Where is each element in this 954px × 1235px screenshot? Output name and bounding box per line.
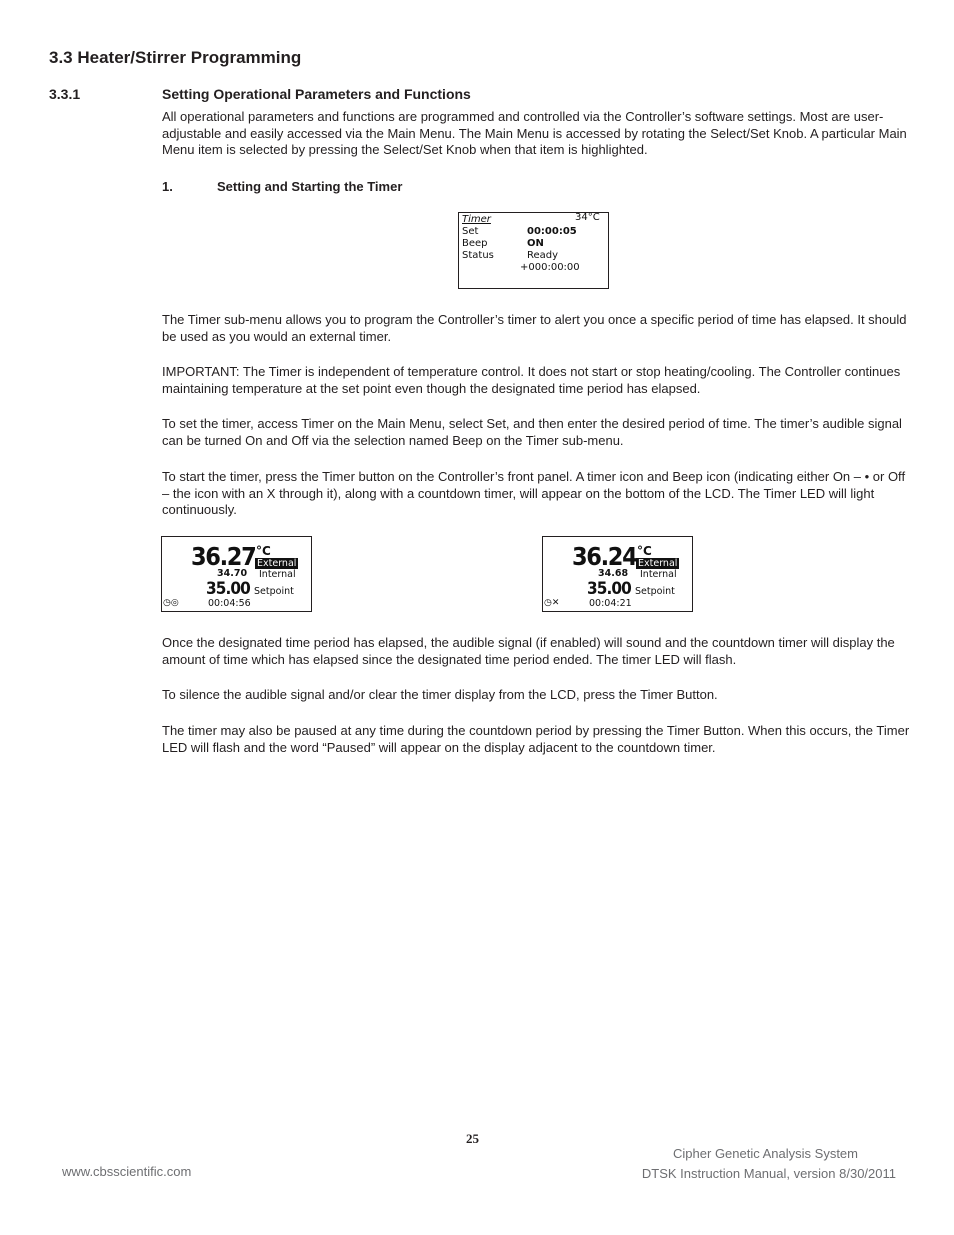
- countdown-timer: 00:04:56: [208, 598, 251, 609]
- item-number: 1.: [162, 179, 173, 194]
- paragraph-6: To silence the audible signal and/or clear the timer display from the LCD, press the Timer Button.: [162, 687, 718, 702]
- item-title: Setting and Starting the Timer: [217, 179, 403, 194]
- main-temp: 36.24: [572, 542, 637, 571]
- paragraph-1: The Timer sub-menu allows you to program the Controller’s timer to alert you once a specific period of time has elapsed. It should be used as you would an external timer.: [162, 312, 907, 344]
- intro-paragraph: All operational parameters and functions are programmed and controlled via the Controller’s software settings. Most are user-adjustable and easily accessed via the Main Menu. The Main Menu is accessed by rotating the Select/Set Knob. A particular Main Menu item is selected by pressing the Select/Set Knob when that item is highlighted.: [162, 109, 907, 157]
- temp-lcd-screen-beep-off: [542, 536, 693, 612]
- page-number: 25: [466, 1131, 479, 1146]
- setpoint-temp: 35.00: [206, 579, 250, 599]
- temp-unit: °C: [256, 544, 271, 558]
- internal-temp: 34.70: [217, 568, 248, 579]
- internal-label: Internal: [640, 569, 677, 580]
- main-temp: 36.27: [191, 542, 256, 571]
- timer-screen-title: Timer: [462, 214, 491, 225]
- section-title: 3.3 Heater/Stirrer Programming: [49, 48, 302, 67]
- setpoint-label: Setpoint: [635, 586, 675, 597]
- footer-website: www.cbsscientific.com: [62, 1164, 192, 1179]
- setpoint-label: Setpoint: [254, 586, 294, 597]
- timer-lcd-screen: [458, 212, 609, 289]
- setpoint-temp: 35.00: [587, 579, 631, 599]
- paragraph-5: Once the designated time period has elapsed, the audible signal (if enabled) will sound and the countdown timer will display the amount of time which has elapsed since the designated time period ended. The timer LED will flash.: [162, 635, 895, 667]
- timer-beep-off-icon: ◷✕: [544, 598, 560, 608]
- paragraph-3: To set the timer, access Timer on the Main Menu, select Set, and then enter the desired period of time. The timer’s audible signal can be turned On and Off via the selection named Beep on the Timer sub-menu.: [162, 416, 902, 448]
- beep-value: ON: [527, 238, 544, 249]
- temp-unit: °C: [637, 544, 652, 558]
- external-label: External: [257, 558, 297, 569]
- external-label: External: [638, 558, 678, 569]
- timer-screen-temp: 34°C: [575, 212, 600, 223]
- paragraph-2: IMPORTANT: The Timer is independent of temperature control. It does not start or stop heating/cooling. The Controller continues maintaining temperature at the set point even though the designated time period has elapsed.: [162, 364, 901, 396]
- temp-lcd-screen-beep-on: [161, 536, 312, 612]
- set-label: Set: [462, 226, 479, 237]
- beep-label: Beep: [462, 238, 488, 249]
- internal-temp: 34.68: [598, 568, 629, 579]
- status-label: Status: [462, 250, 494, 261]
- footer-product: Cipher Genetic Analysis System: [673, 1146, 858, 1161]
- footer-manual-version: DTSK Instruction Manual, version 8/30/2011: [641, 1166, 896, 1181]
- internal-label: Internal: [259, 569, 296, 580]
- countdown-timer: 00:04:21: [589, 598, 632, 609]
- subsection-title: Setting Operational Parameters and Functions: [162, 86, 471, 102]
- elapsed-time: +000:00:00: [520, 262, 580, 273]
- paragraph-7: The timer may also be paused at any time during the countdown period by pressing the Timer Button. When this occurs, the Timer LED will flash and the word “Paused” will appear on the display adjacent to the countdown timer.: [162, 723, 910, 755]
- set-value: 00:00:05: [527, 226, 577, 237]
- paragraph-4: To start the timer, press the Timer button on the Controller’s front panel. A timer icon and Beep icon (indicating either On – • or Off – the icon with an X through it), along with a countdown timer, will appear on the bottom of the LCD. The Timer LED will light continuously.: [162, 469, 906, 517]
- status-value: Ready: [527, 250, 559, 261]
- timer-beep-on-icon: ◷◎: [163, 598, 179, 608]
- subsection-number: 3.3.1: [49, 86, 81, 102]
